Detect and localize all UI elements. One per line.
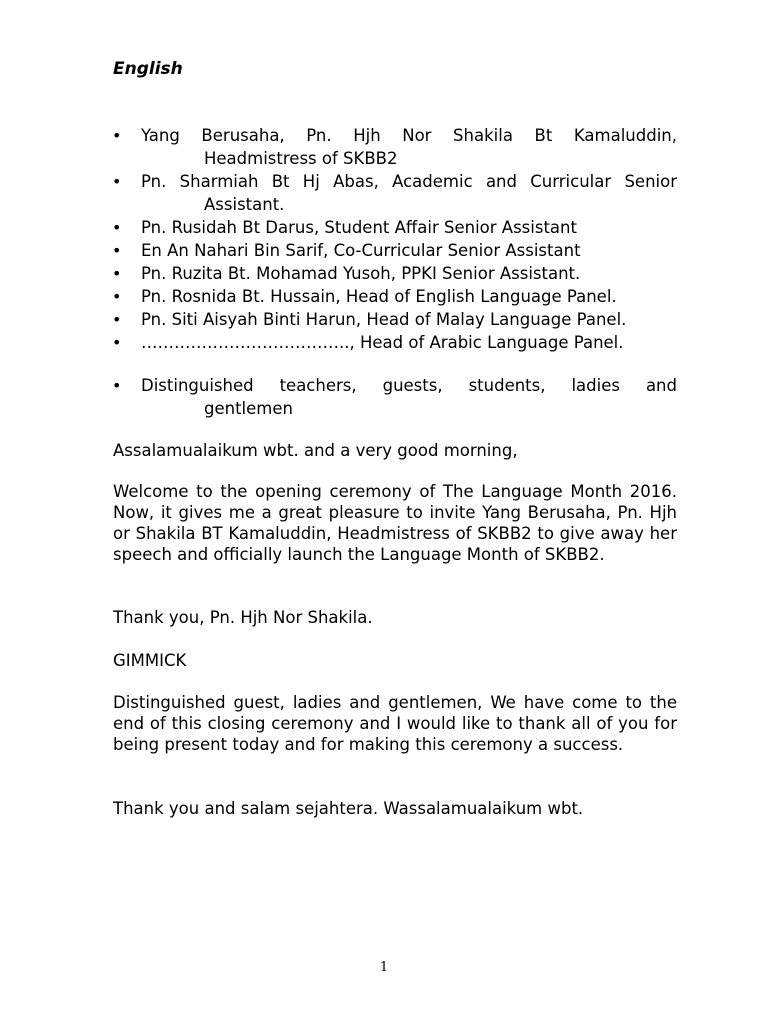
list-item	[112, 374, 677, 420]
list-item	[112, 124, 677, 170]
list-item	[112, 308, 677, 331]
list-item	[112, 262, 677, 285]
list-item	[112, 331, 677, 354]
greeting-paragraph: Assalamualaikum wbt. and a very good morning,	[113, 441, 518, 460]
closing-paragraph: Distinguished guest, ladies and gentlemen, We have come to the end of this closing ceremony and I would like to thank all of you for being present today and for making this ceremony a success.	[113, 693, 677, 754]
bullet-icon: •	[112, 287, 122, 306]
list-item-continuation: gentlemen	[204, 399, 293, 418]
bullet-icon: •	[112, 218, 122, 237]
list-item-text: ……………………………….., Head of Arabic Language Panel.	[141, 333, 624, 352]
section-heading: English	[113, 59, 183, 79]
list-item	[112, 239, 677, 262]
honorifics-list	[112, 124, 677, 354]
bullet-icon: •	[112, 172, 122, 191]
thanks-paragraph: Thank you, Pn. Hjh Nor Shakila.	[113, 608, 373, 627]
bullet-icon: •	[112, 376, 122, 395]
list-item-text: En An Nahari Bin Sarif, Co-Curricular Senior Assistant	[141, 241, 581, 260]
list-item-text: Yang Berusaha, Pn. Hjh Nor Shakila Bt Kamaluddin,	[141, 126, 677, 145]
list-item-text: Pn. Siti Aisyah Binti Harun, Head of Malay Language Panel.	[141, 310, 627, 329]
welcome-paragraph: Welcome to the opening ceremony of The Language Month 2016. Now, it gives me a great pleasure to invite Yang Berusaha, Pn. Hjh or Shakila BT Kamaluddin, Headmistress of SKBB2 to give away her speech and officially launch the Language Month of SKBB2.	[113, 482, 677, 564]
general-greeting-list	[112, 374, 677, 420]
list-item	[112, 170, 677, 216]
bullet-icon: •	[112, 333, 122, 352]
bullet-icon: •	[112, 264, 122, 283]
farewell-paragraph: Thank you and salam sejahtera. Wassalamualaikum wbt.	[113, 799, 584, 818]
list-item-text: Pn. Sharmiah Bt Hj Abas, Academic and Curricular Senior	[141, 172, 677, 191]
gimmick-paragraph: GIMMICK	[113, 651, 187, 670]
bullet-icon: •	[112, 241, 122, 260]
list-item-text: Pn. Rusidah Bt Darus, Student Affair Senior Assistant	[141, 218, 577, 237]
list-item-text: Distinguished teachers, guests, students, ladies and	[141, 376, 677, 395]
list-item	[112, 285, 677, 308]
page-number: 1	[379, 960, 389, 975]
list-item-continuation: Assistant.	[204, 195, 285, 214]
list-item-text: Pn. Ruzita Bt. Mohamad Yusoh, PPKI Senior Assistant.	[141, 264, 581, 283]
bullet-icon: •	[112, 310, 122, 329]
list-item-text: Pn. Rosnida Bt. Hussain, Head of English Language Panel.	[141, 287, 617, 306]
bullet-icon: •	[112, 126, 122, 145]
list-item	[112, 216, 677, 239]
list-item-continuation: Headmistress of SKBB2	[204, 149, 398, 168]
